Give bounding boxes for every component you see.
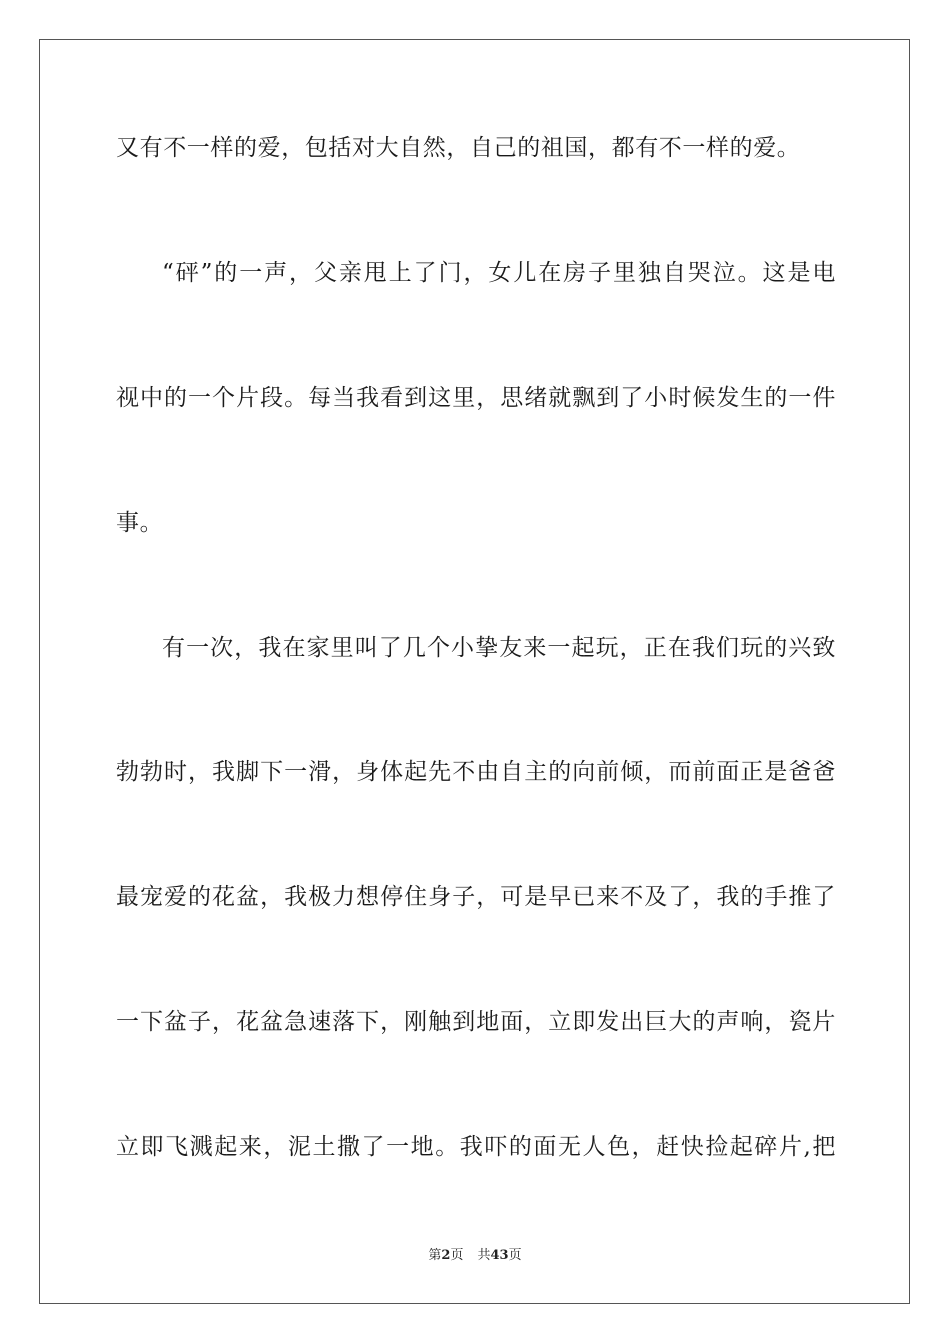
footer-page-suffix: 页 [450,1248,464,1263]
text-line-5: 有一次，我在家里叫了几个小挚友来一起玩，正在我们玩的兴致 [162,635,836,661]
page-border [39,39,910,1304]
footer-total-suffix: 页 [508,1248,522,1263]
text-line-2: “砰”的一声，父亲甩上了门，女儿在房子里独自哭泣。这是电 [162,260,836,286]
text-line-8: 一下盆子，花盆急速落下，刚触到地面，立即发出巨大的声响，瓷片 [116,1009,836,1035]
text-line-1: 又有不一样的爱，包括对大自然，自己的祖国，都有不一样的爱。 [116,135,801,161]
footer-page-number: 2 [441,1248,451,1263]
text-line-6: 勃勃时，我脚下一滑，身体起先不由自主的向前倾，而前面正是爸爸 [116,759,836,785]
page-footer [0,1247,950,1265]
footer-total-pages: 43 [490,1248,509,1263]
footer-page-prefix: 第 [428,1248,442,1263]
text-line-7: 最宠爱的花盆，我极力想停住身子，可是早已来不及了，我的手推了 [116,884,836,910]
footer-total-prefix: 共 [477,1248,491,1263]
text-line-9: 立即飞溅起来，泥土撒了一地。我吓的面无人色，赶快捡起碎片,把 [116,1134,836,1160]
text-line-3: 视中的一个片段。每当我看到这里，思绪就飘到了小时候发生的一件 [116,385,836,411]
text-line-4: 事。 [116,510,164,536]
